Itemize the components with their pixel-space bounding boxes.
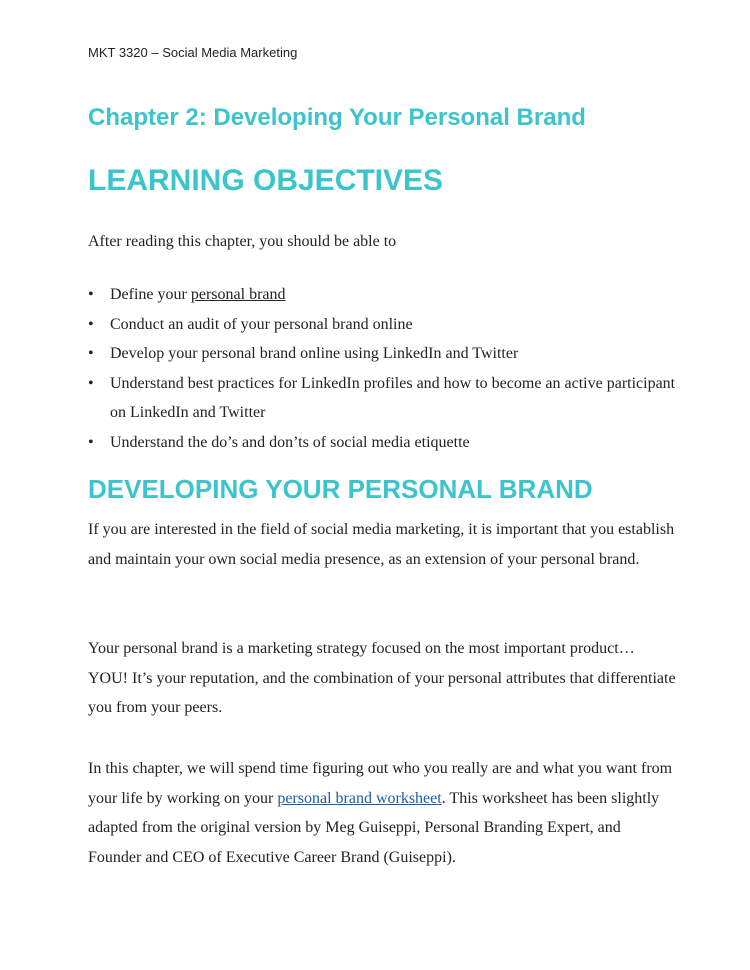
bullet-icon: • [88,345,94,362]
objective-text: Define your [110,286,191,303]
objective-text: Conduct an audit of your personal brand online [110,315,413,333]
personal-brand-term: personal brand [190,286,286,303]
learning-objectives-heading: LEARNING OBJECTIVES [88,164,444,197]
objectives-list [88,280,688,457]
bullet-icon: • [88,374,94,392]
paragraph-social-presence: If you are interested in the field of social media marketing, it is important that you establish and maintain your own social media presence, as an extension of your personal brand. [88,521,675,568]
paragraph-brand-definition: Your personal brand is a marketing strategy focused on the most important product… YOU! It’s your reputation, and the combination of your personal attributes that differentiate you from your peers. [88,640,676,716]
paragraph-worksheet-text-after: . This worksheet has been slightly adapted from the original version by Meg Guiseppi, Personal Branding Expert, and Founder and CEO of Executive Career Brand (Guiseppi). [88,789,660,866]
objective-item [88,280,688,310]
objective-text: Understand the do’s and don’ts of social media etiquette [110,433,470,451]
paragraph-worksheet-text-before: In this chapter, we will spend time figuring out who you really are and what you want from your life by working on your [88,760,673,807]
objective-text: Develop your personal brand online using LinkedIn and Twitter [110,345,519,362]
bullet-icon: • [88,315,94,333]
bullet-icon: • [88,286,94,303]
objective-item [88,369,688,428]
developing-brand-heading: DEVELOPING YOUR PERSONAL BRAND [88,474,593,504]
objective-item [88,339,688,369]
bullet-icon: • [88,433,94,451]
personal-brand-worksheet-link[interactable]: personal brand worksheet [277,789,442,807]
chapter-title: Chapter 2: Developing Your Personal Brand [88,104,586,131]
objective-item [88,310,688,340]
paragraph-worksheet [88,754,678,872]
running-header: MKT 3320 – Social Media Marketing [88,45,298,60]
objectives-intro: After reading this chapter, you should be able to [88,233,397,250]
objective-text: Understand best practices for LinkedIn profiles and how to become an active participant on LinkedIn and Twitter [110,374,676,421]
objective-item [88,428,688,458]
